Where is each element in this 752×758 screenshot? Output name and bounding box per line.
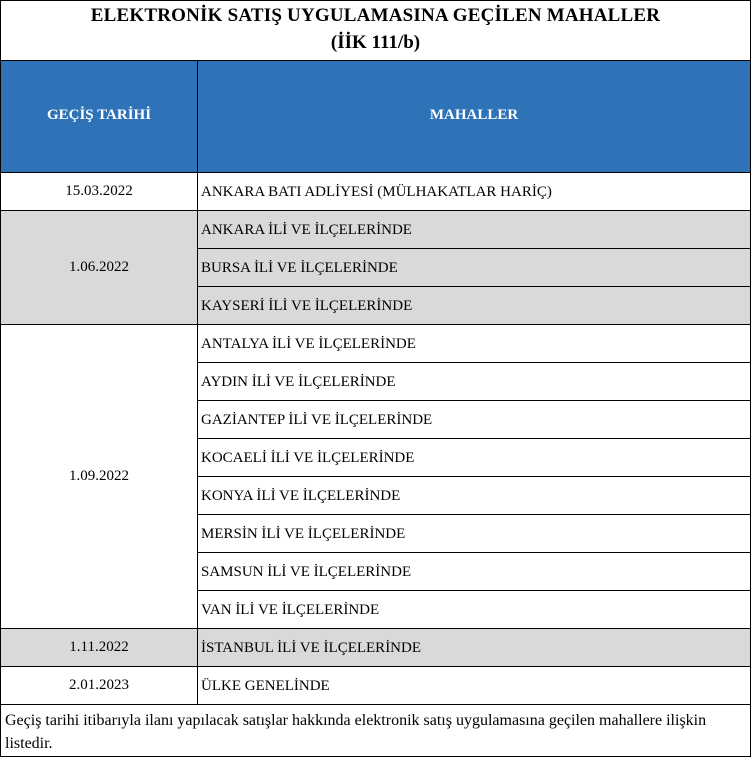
table-row: [197, 553, 751, 591]
place-label: GAZİANTEP İLİ VE İLÇELERİNDE: [201, 412, 433, 428]
place-label: AYDIN İLİ VE İLÇELERİNDE: [201, 374, 396, 390]
table-row: [197, 363, 751, 401]
table-row: [197, 401, 751, 439]
table-row: [197, 667, 751, 705]
date-cell: 15.03.2022: [0, 173, 197, 211]
date-cell: 1.11.2022: [0, 629, 197, 667]
table-row: [197, 439, 751, 477]
place-label: SAMSUN İLİ VE İLÇELERİNDE: [201, 564, 412, 580]
footnote: Geçiş tarihi itibarıyla ilanı yapılacak satışlar hakkında elektronik satış uygulamasına geçilen mahallere ilişkin listedir.: [0, 705, 751, 757]
place-label: VAN İLİ VE İLÇELERİNDE: [201, 602, 380, 618]
place-label: İSTANBUL İLİ VE İLÇELERİNDE: [201, 640, 422, 656]
table-row: [197, 211, 751, 249]
place-label: KOCAELİ İLİ VE İLÇELERİNDE: [201, 450, 415, 466]
column-header-places: [197, 60, 751, 173]
title-line-1: ELEKTRONİK SATIŞ UYGULAMASINA GEÇİLEN MAHALLER: [90, 5, 661, 26]
place-label: BURSA İLİ VE İLÇELERİNDE: [201, 260, 398, 276]
table-row: [197, 325, 751, 363]
place-label: ANKARA İLİ VE İLÇELERİNDE: [201, 222, 412, 238]
title-line-2: (İİK 111/b): [330, 32, 421, 53]
column-header-date: [0, 60, 197, 173]
place-label: MERSİN İLİ VE İLÇELERİNDE: [201, 526, 406, 542]
table-row: [197, 173, 751, 211]
place-label: ÜLKE GENELİNDE: [201, 678, 330, 694]
date-cell: 2.01.2023: [0, 667, 197, 705]
date-cell: 1.09.2022: [0, 325, 197, 629]
table-row: [197, 515, 751, 553]
document-title: [1, 1, 750, 60]
table-row: [197, 477, 751, 515]
table-row: [197, 249, 751, 287]
place-label: ANKARA BATI ADLİYESİ (MÜLHAKATLAR HARİÇ): [201, 184, 552, 200]
place-label: KAYSERİ İLİ VE İLÇELERİNDE: [201, 298, 413, 314]
table-row: [197, 287, 751, 325]
column-header-places-label: MAHALLER: [429, 107, 519, 123]
place-label: KONYA İLİ VE İLÇELERİNDE: [201, 488, 401, 504]
table-row: [197, 629, 751, 667]
table-row: [197, 591, 751, 629]
place-label: ANTALYA İLİ VE İLÇELERİNDE: [201, 336, 416, 352]
column-header-date-label: GEÇİŞ TARİHİ: [46, 107, 152, 123]
date-cell: 1.06.2022: [0, 211, 197, 325]
